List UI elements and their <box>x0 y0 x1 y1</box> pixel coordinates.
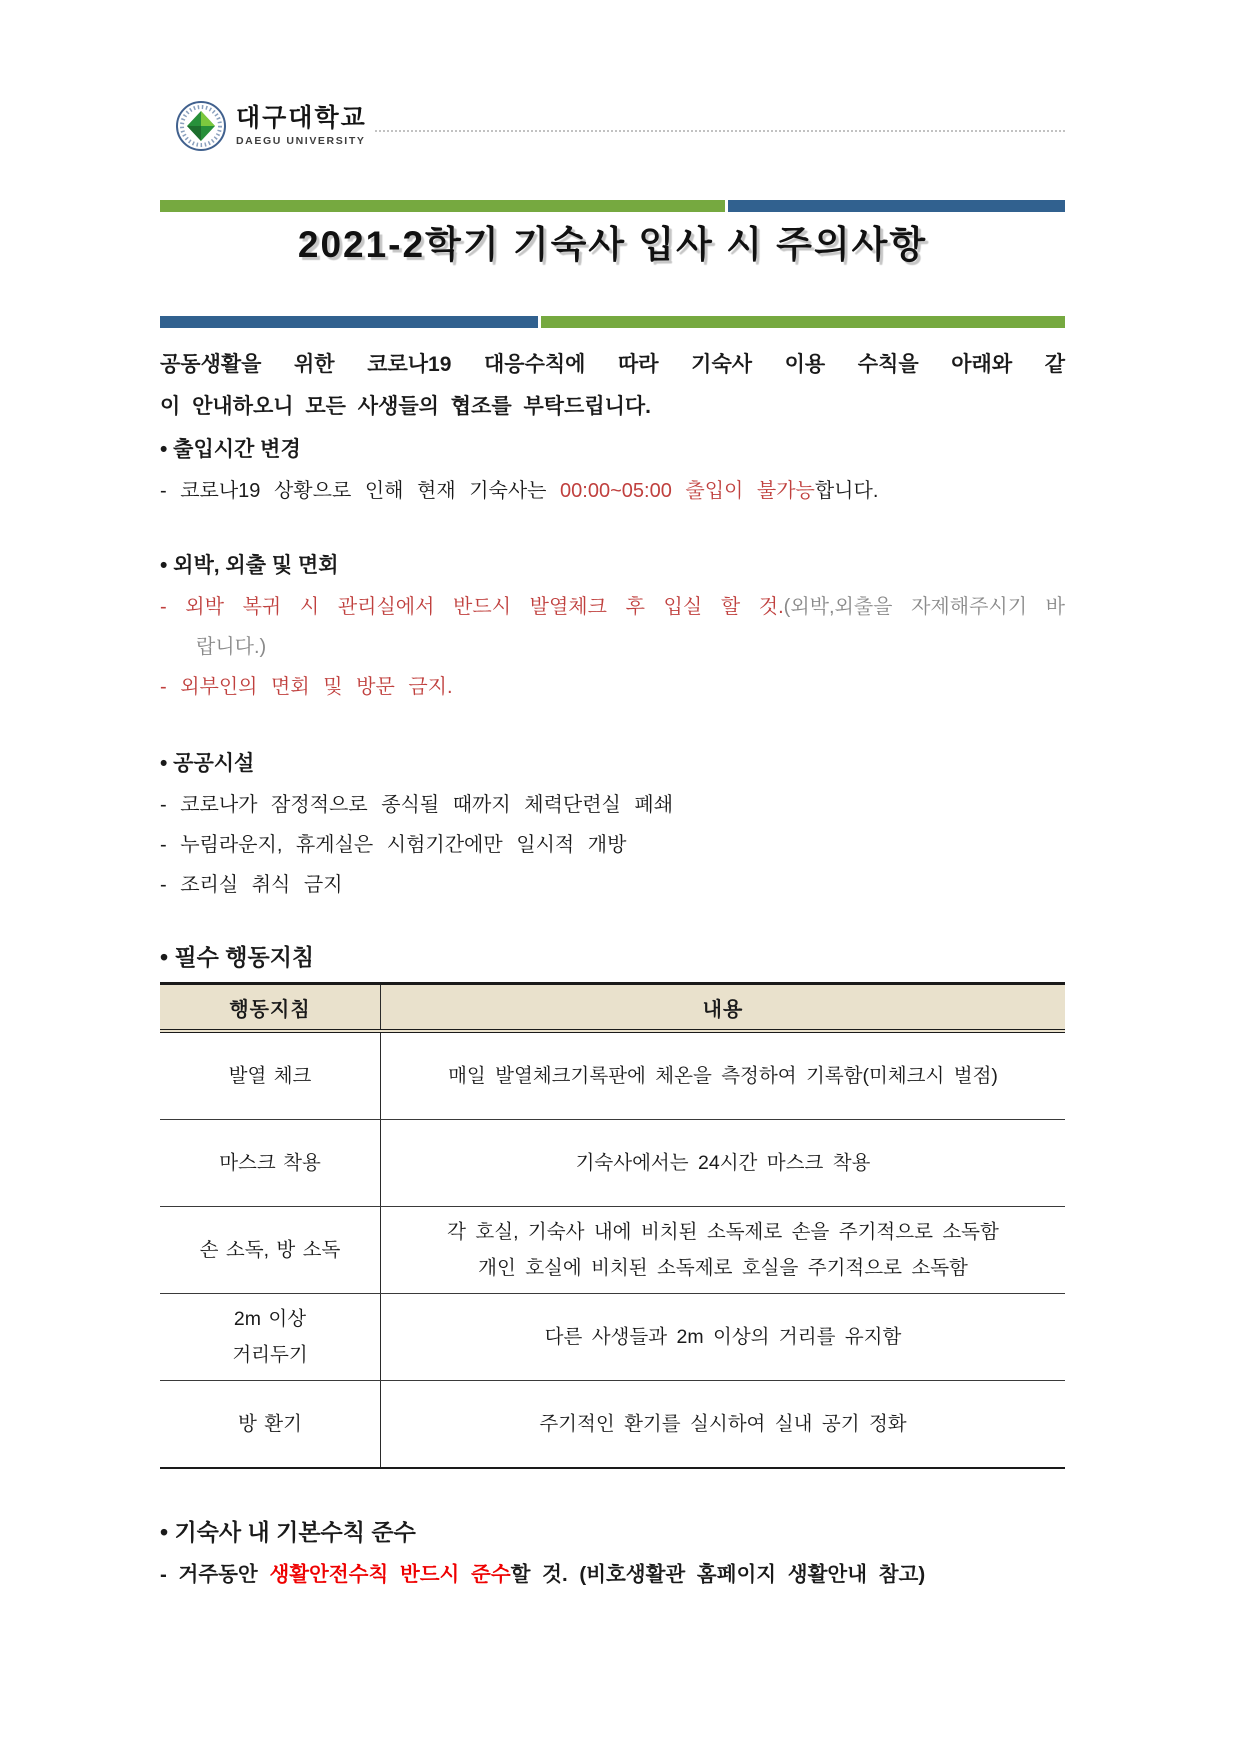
entry-time-text-end: 합니다. <box>814 480 879 502</box>
section-heading-basic-rules: • 기숙사 내 기본수칙 준수 <box>160 1519 416 1545</box>
facilities-item: - 누림라운지, 휴게실은 시험기간에만 일시적 개방 <box>160 834 627 856</box>
header-dotted-divider <box>375 130 1065 132</box>
guidelines-table-header <box>160 985 1065 1033</box>
section-heading-guidelines: • 필수 행동지침 <box>160 944 315 970</box>
table-header-action: 행동지침 <box>160 985 381 1029</box>
outing-note-gray-cont: 랍니다.) <box>196 636 267 658</box>
table-header-content: 내용 <box>702 998 744 1021</box>
table-cell-action: 발열 체크 <box>160 1033 381 1119</box>
outing-rule-red: - 외박 복귀 시 관리실에서 반드시 발열체크 후 입실 할 것. <box>160 596 784 618</box>
table-cell-content: 다른 사생들과 2m 이상의 거리를 유지함 <box>544 1326 902 1348</box>
outing-note-gray: (외박,외출을 자제해주시기 바 <box>783 596 1065 618</box>
table-cell-content: 매일 발열체크기록판에 체온을 측정하여 기록함(미체크시 벌점) <box>448 1065 998 1087</box>
basic-rules-text-end: 할 것. (비호생활관 홈페이지 생활안내 참고) <box>510 1563 926 1586</box>
university-logo-text <box>236 105 367 146</box>
section-heading-entry-time: • 출입시간 변경 <box>160 438 301 461</box>
university-name-ko: 대구대학교 <box>236 104 367 133</box>
intro-line-1: 공동생활을 위한 코로나19 대응수칙에 따라 기숙사 이용 수칙을 아래와 같 <box>160 353 1065 376</box>
section-heading-outing: • 외박, 외출 및 면회 <box>160 554 339 577</box>
basic-rules-red: 생활안전수칙 반드시 준수 <box>269 1563 511 1586</box>
university-emblem-icon <box>175 100 227 152</box>
document-header <box>0 0 1240 152</box>
table-cell-action: 2m 이상 거리두기 <box>160 1294 381 1380</box>
outing-item-2: - 외부인의 면회 및 방문 금지. <box>160 676 453 698</box>
university-logo <box>175 100 367 152</box>
intro-line-2: 이 안내하오니 모든 사생들의 협조를 부탁드립니다. <box>160 395 652 418</box>
title-bottom-bar-green-segment <box>541 316 1065 328</box>
title-bottom-bar-blue-segment <box>160 316 538 328</box>
entry-time-restriction-red: 00:00~05:00 출입이 불가능 <box>560 480 815 502</box>
table-cell-action: 방 환기 <box>160 1381 381 1467</box>
entry-time-text: - 코로나19 상황으로 인해 현재 기숙사는 <box>160 480 561 502</box>
guidelines-table <box>160 982 1065 1469</box>
title-top-bar-blue-segment <box>728 200 1065 212</box>
section-heading-facilities: • 공공시설 <box>160 752 255 775</box>
guidelines-table-body <box>160 1033 1065 1467</box>
title-top-bar <box>160 200 1065 212</box>
basic-rules-text: - 거주동안 <box>160 1563 270 1586</box>
table-cell-content: 기숙사에서는 24시간 마스크 착용 <box>575 1152 871 1174</box>
entry-time-item <box>160 478 1065 504</box>
basic-rules-item <box>160 1561 1065 1589</box>
intro-paragraph <box>160 344 1065 428</box>
table-cell-action: 마스크 착용 <box>160 1120 381 1206</box>
table-row <box>160 1206 1065 1293</box>
table-cell-content: 주기적인 환기를 실시하여 실내 공기 정화 <box>539 1413 907 1435</box>
table-cell-action: 손 소독, 방 소독 <box>160 1207 381 1293</box>
table-row <box>160 1380 1065 1467</box>
university-name-en: DAEGU UNIVERSITY <box>236 134 366 147</box>
title-bottom-bar <box>160 316 1065 328</box>
table-cell-content: 각 호실, 기숙사 내에 비치된 소독제로 손을 주기적으로 소독함 개인 호실에 비치된 소독제로 호실을 주기적으로 소독함 <box>447 1221 999 1279</box>
document-body <box>160 200 1065 1589</box>
title-top-bar-green-segment <box>160 200 725 212</box>
page-title: 2021-2학기 기숙사 입사 시 주의사항 <box>297 224 928 265</box>
table-row <box>160 1119 1065 1206</box>
facilities-item: - 코로나가 잠정적으로 종식될 때까지 체력단련실 폐쇄 <box>160 794 674 816</box>
facilities-item: - 조리실 취식 금지 <box>160 874 343 896</box>
table-row <box>160 1033 1065 1119</box>
outing-item-1-line-2 <box>160 634 1065 660</box>
outing-item-1-line-1 <box>160 594 1065 620</box>
table-row <box>160 1293 1065 1380</box>
